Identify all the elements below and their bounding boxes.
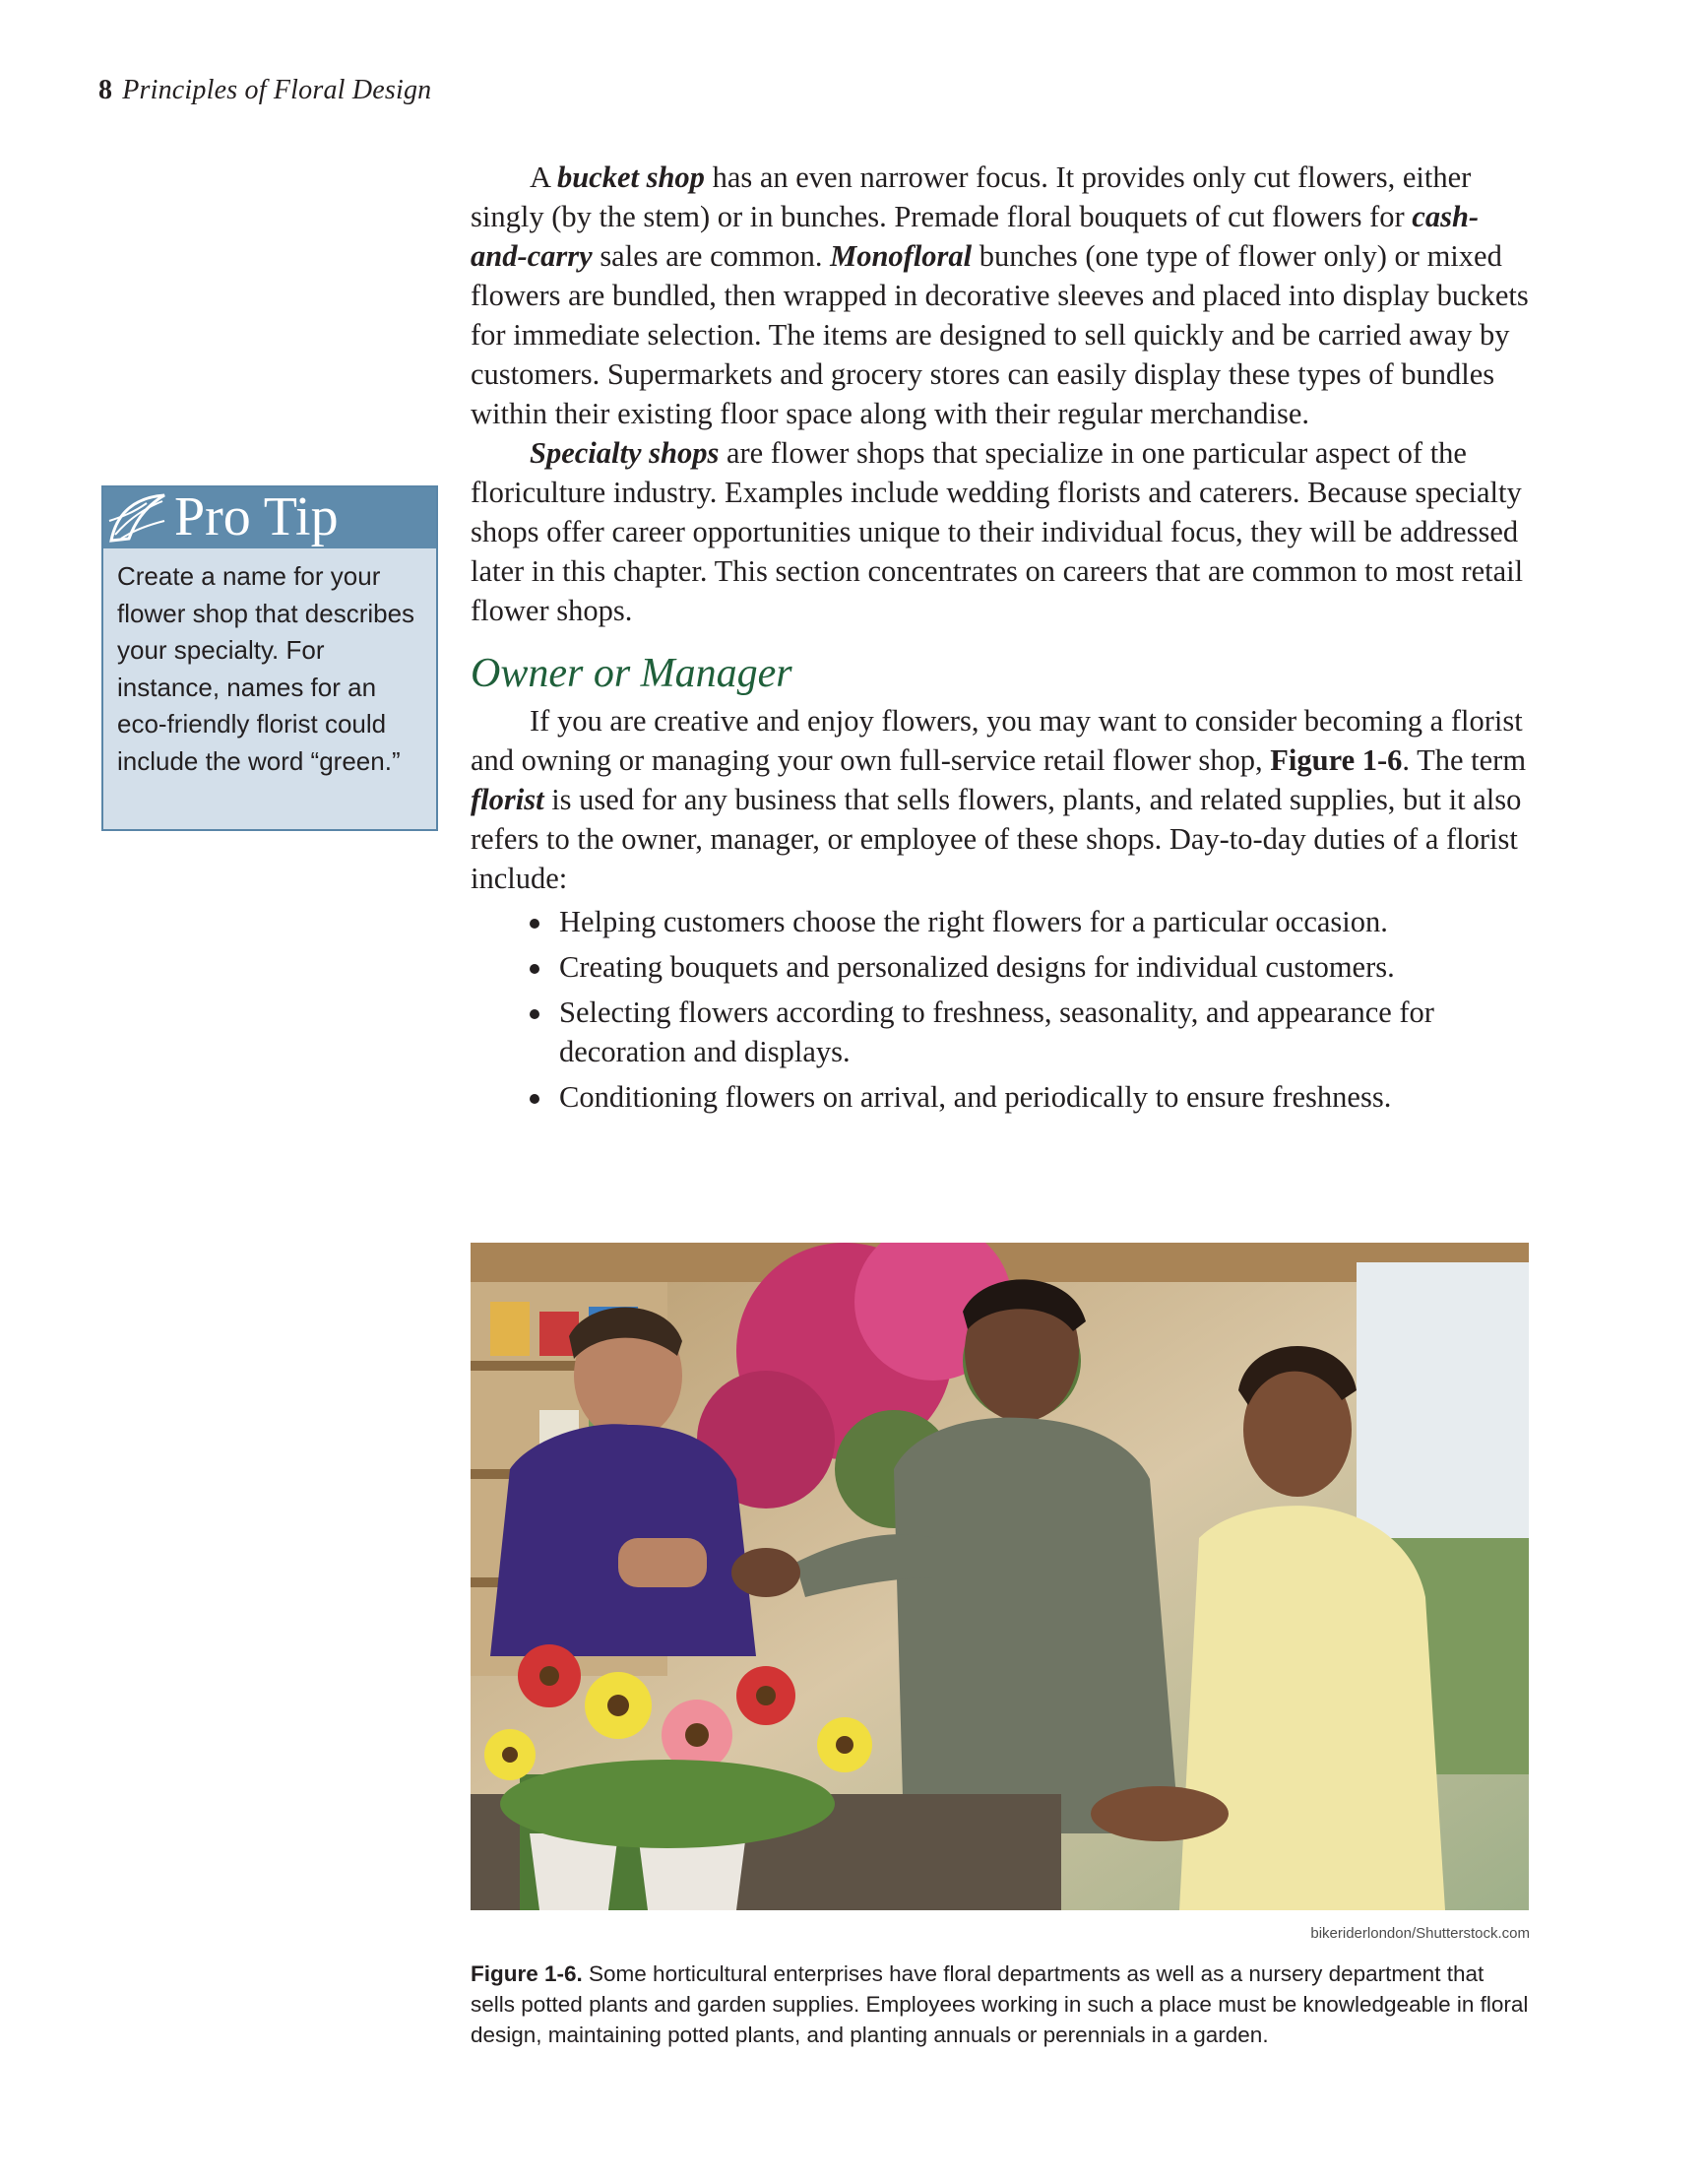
text-run: is used for any business that sells flowers, plants, and related supplies, but it also refers to the owner, manager, or employee of these shops. Day-to-day duties of a florist include: [471,783,1522,895]
paragraph-specialty-shops [471,433,1534,630]
book-title: Principles of Floral Design [122,75,432,105]
key-term: bucket shop [556,161,705,194]
text-run: sales are common. [592,239,831,273]
text-run: A [530,161,557,194]
figure-caption [471,1959,1534,2050]
text-run: . The term [1402,743,1527,777]
pro-tip-text: Create a name for your flower shop that describes your specialty. For instance, names for an eco-friendly florist could include the word “green.” [117,561,415,776]
list-item: Helping customers choose the right flowers for a particular occasion. [528,902,1534,941]
key-term: cash-and-carry [471,200,1480,273]
photo-credit: bikeriderlondon/Shutterstock.com [1310,1925,1530,1942]
text-run: If you are creative and enjoy flowers, you may want to consider becoming a florist and owning or managing your own full-service retail flower shop, [471,704,1523,777]
pro-tip-header [103,487,436,548]
duties-list [471,902,1534,1117]
pro-tip-box [101,485,438,831]
text-run: are flower shops that specialize in one particular aspect of the floriculture industry. Examples include wedding florists and caterers. Because specialty shops offer career opportunities unique to their individual focus, they will be addressed later in this chapter. This section concentrates on careers that are common to most retail flower shops. [471,436,1524,627]
paragraph-bucket-shop [471,158,1534,433]
running-head [98,75,431,106]
list-item: Selecting flowers according to freshness, seasonality, and appearance for decoration and displays. [528,993,1534,1071]
key-term: Monofloral [830,239,973,273]
list-item: Creating bouquets and personalized designs for individual customers. [528,947,1534,987]
figure-reference: Figure 1-6 [1270,743,1403,777]
key-term: Specialty shops [530,436,720,470]
page-number: 8 [98,75,113,105]
text-run: has an even narrower focus. It provides only cut flowers, either singly (by the stem) or in bunches. Premade floral bouquets of cut flowers for [471,161,1472,233]
figure-label: Figure 1-6. [471,1961,583,1986]
figure-photo [471,1243,1529,1910]
leaf-logo-icon [107,491,168,545]
text-run: bunches (one type of flower only) or mixed flowers are bundled, then wrapped in decorative sleeves and placed into display buckets for immediate selection. The items are designed to sell quickly and be carried away by customers. Supermarkets and grocery stores can easily display these types of bundles within their existing floor space along with their regular merchandise. [471,239,1529,430]
flower-shop-photo-illustration [471,1243,1529,1910]
paragraph-owner-manager [471,701,1534,898]
section-heading: Owner or Manager [471,651,792,696]
list-item: Conditioning flowers on arrival, and periodically to ensure freshness. [528,1077,1534,1117]
key-term: florist [471,783,544,816]
pro-tip-title: Pro Tip [174,486,339,547]
main-text-column [471,158,1534,1123]
caption-text: Some horticultural enterprises have floral departments as well as a nursery department that sells potted plants and garden supplies. Employees working in such a place must be knowledgeable in floral design, maintaining potted plants, and planting annuals or perennials in a garden. [471,1961,1529,2047]
